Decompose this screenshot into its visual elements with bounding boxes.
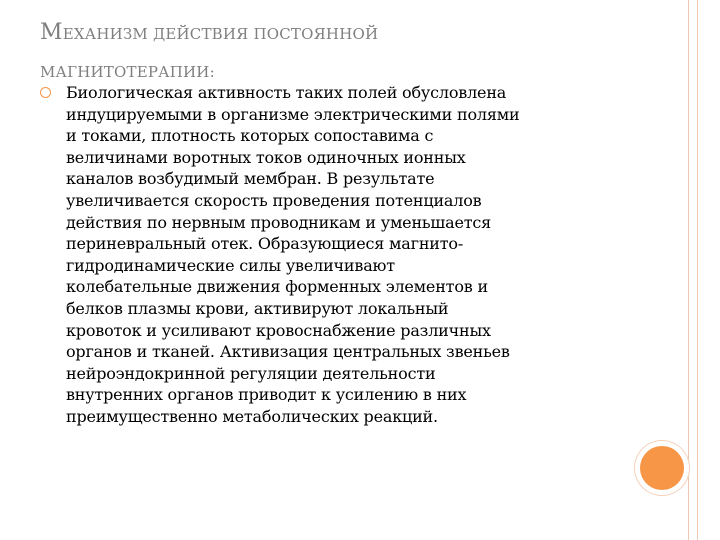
title-line-1 <box>40 14 640 53</box>
body-line: преимущественно метаболических реакций. <box>66 406 438 426</box>
title-line-2-text: МАГНИТОТЕРАПИИ: <box>40 63 215 81</box>
body-line: гидродинамические силы увеличивают <box>66 255 395 275</box>
title-first-letter: М <box>40 20 63 45</box>
frame-line-inner <box>688 0 689 540</box>
body-line: органов и тканей. Активизация центральных звеньев <box>66 342 510 362</box>
body-line: каналов возбудимый мембран. В результате <box>66 169 435 189</box>
body-line: величинами воротных токов одиночных ионных <box>66 147 466 167</box>
body-line: белков плазмы крови, активируют локальный <box>66 298 449 318</box>
title-line-1-text: ЕХАНИЗМ ДЕЙСТВИЯ ПОСТОЯННОЙ <box>62 25 379 43</box>
body-line: внутренних органов приводит к усилению в них <box>66 385 467 405</box>
slide-title <box>40 14 640 91</box>
frame-line-outer <box>697 0 698 540</box>
body-paragraph <box>66 82 600 428</box>
body-line: Биологическая активность таких полей обусловлена <box>66 83 507 102</box>
bullet-circle-icon <box>40 87 51 98</box>
body-line: действия по нервным проводникам и уменьшается <box>66 212 492 232</box>
body-line: периневральный отек. Образующиеся магнито- <box>66 234 464 254</box>
body-line: колебательные движения форменных элементов и <box>66 277 488 297</box>
body-line: кровоток и усиливают кровоснабжение различных <box>66 320 491 340</box>
body-line: увеличивается скорость проведения потенциалов <box>66 190 482 210</box>
content-area <box>40 82 600 428</box>
body-line: индуцируемыми в организме электрическими полями <box>66 104 520 124</box>
decorative-circle-icon <box>640 446 684 490</box>
body-line: и токами, плотность которых сопоставима с <box>66 126 434 146</box>
body-line: нейроэндокринной регуляции деятельности <box>66 363 436 383</box>
